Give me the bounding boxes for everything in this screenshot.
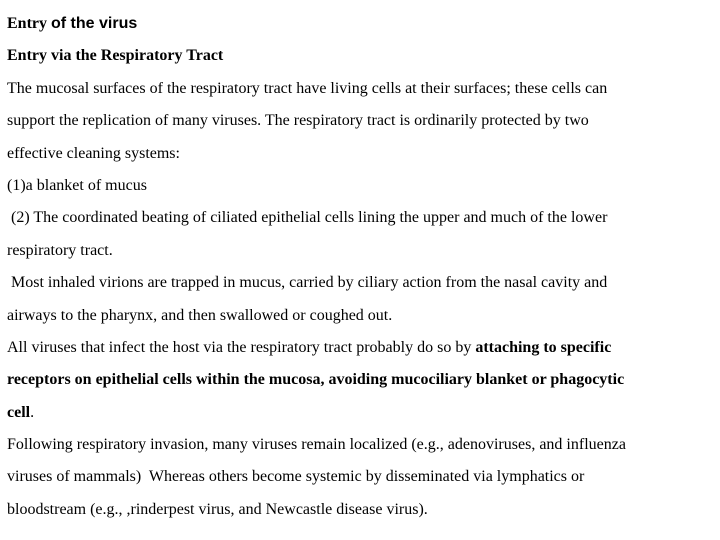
paragraph-3-line-1 <box>7 332 715 364</box>
list-item-2-line-2: respiratory tract. <box>7 241 113 259</box>
paragraph-1-line-3: effective cleaning systems: <box>7 144 180 162</box>
paragraph-1-line-1: The mucosal surfaces of the respiratory tract have living cells at their surfaces; these cells can <box>7 79 608 97</box>
page-title <box>7 8 715 40</box>
paragraph-3-bold-text: attaching to specific <box>475 338 612 356</box>
paragraph-3-bold-end: cell <box>7 403 31 421</box>
paragraph-2-line-2: airways to the pharynx, and then swallowed or coughed out. <box>7 306 393 324</box>
paragraph-4-line-2: viruses of mammals) Whereas others become systemic by disseminated via lymphatics or <box>7 468 585 486</box>
paragraph-3-normal-text: All viruses that infect the host via the respiratory tract probably do so by <box>7 338 476 356</box>
paragraph-4-line-3: bloodstream (e.g., ,rinderpest virus, and Newcastle disease virus). <box>7 500 428 518</box>
section-subheading: Entry via the Respiratory Tract <box>7 47 224 65</box>
paragraph-4-line-1: Following respiratory invasion, many viruses remain localized (e.g., adenoviruses, and influenza <box>7 436 626 454</box>
page-title-part1: Entry <box>7 15 51 32</box>
list-item-1: (1)a blanket of mucus <box>7 176 147 194</box>
paragraph-2-line-1: Most inhaled virions are trapped in mucus, carried by ciliary action from the nasal cavity and <box>7 274 608 292</box>
list-item-2-line-1: (2) The coordinated beating of ciliated epithelial cells lining the upper and much of the lower <box>7 209 608 227</box>
paragraph-1-line-2: support the replication of many viruses. The respiratory tract is ordinarily protected by two <box>7 112 589 130</box>
paragraph-3-line-3 <box>7 397 715 429</box>
document-body <box>7 8 715 526</box>
paragraph-3-line-2: receptors on epithelial cells within the mucosa, avoiding mucociliary blanket or phagocytic <box>7 371 625 389</box>
paragraph-3-period: . <box>30 403 35 421</box>
page-title-part2: of the virus <box>51 15 138 32</box>
